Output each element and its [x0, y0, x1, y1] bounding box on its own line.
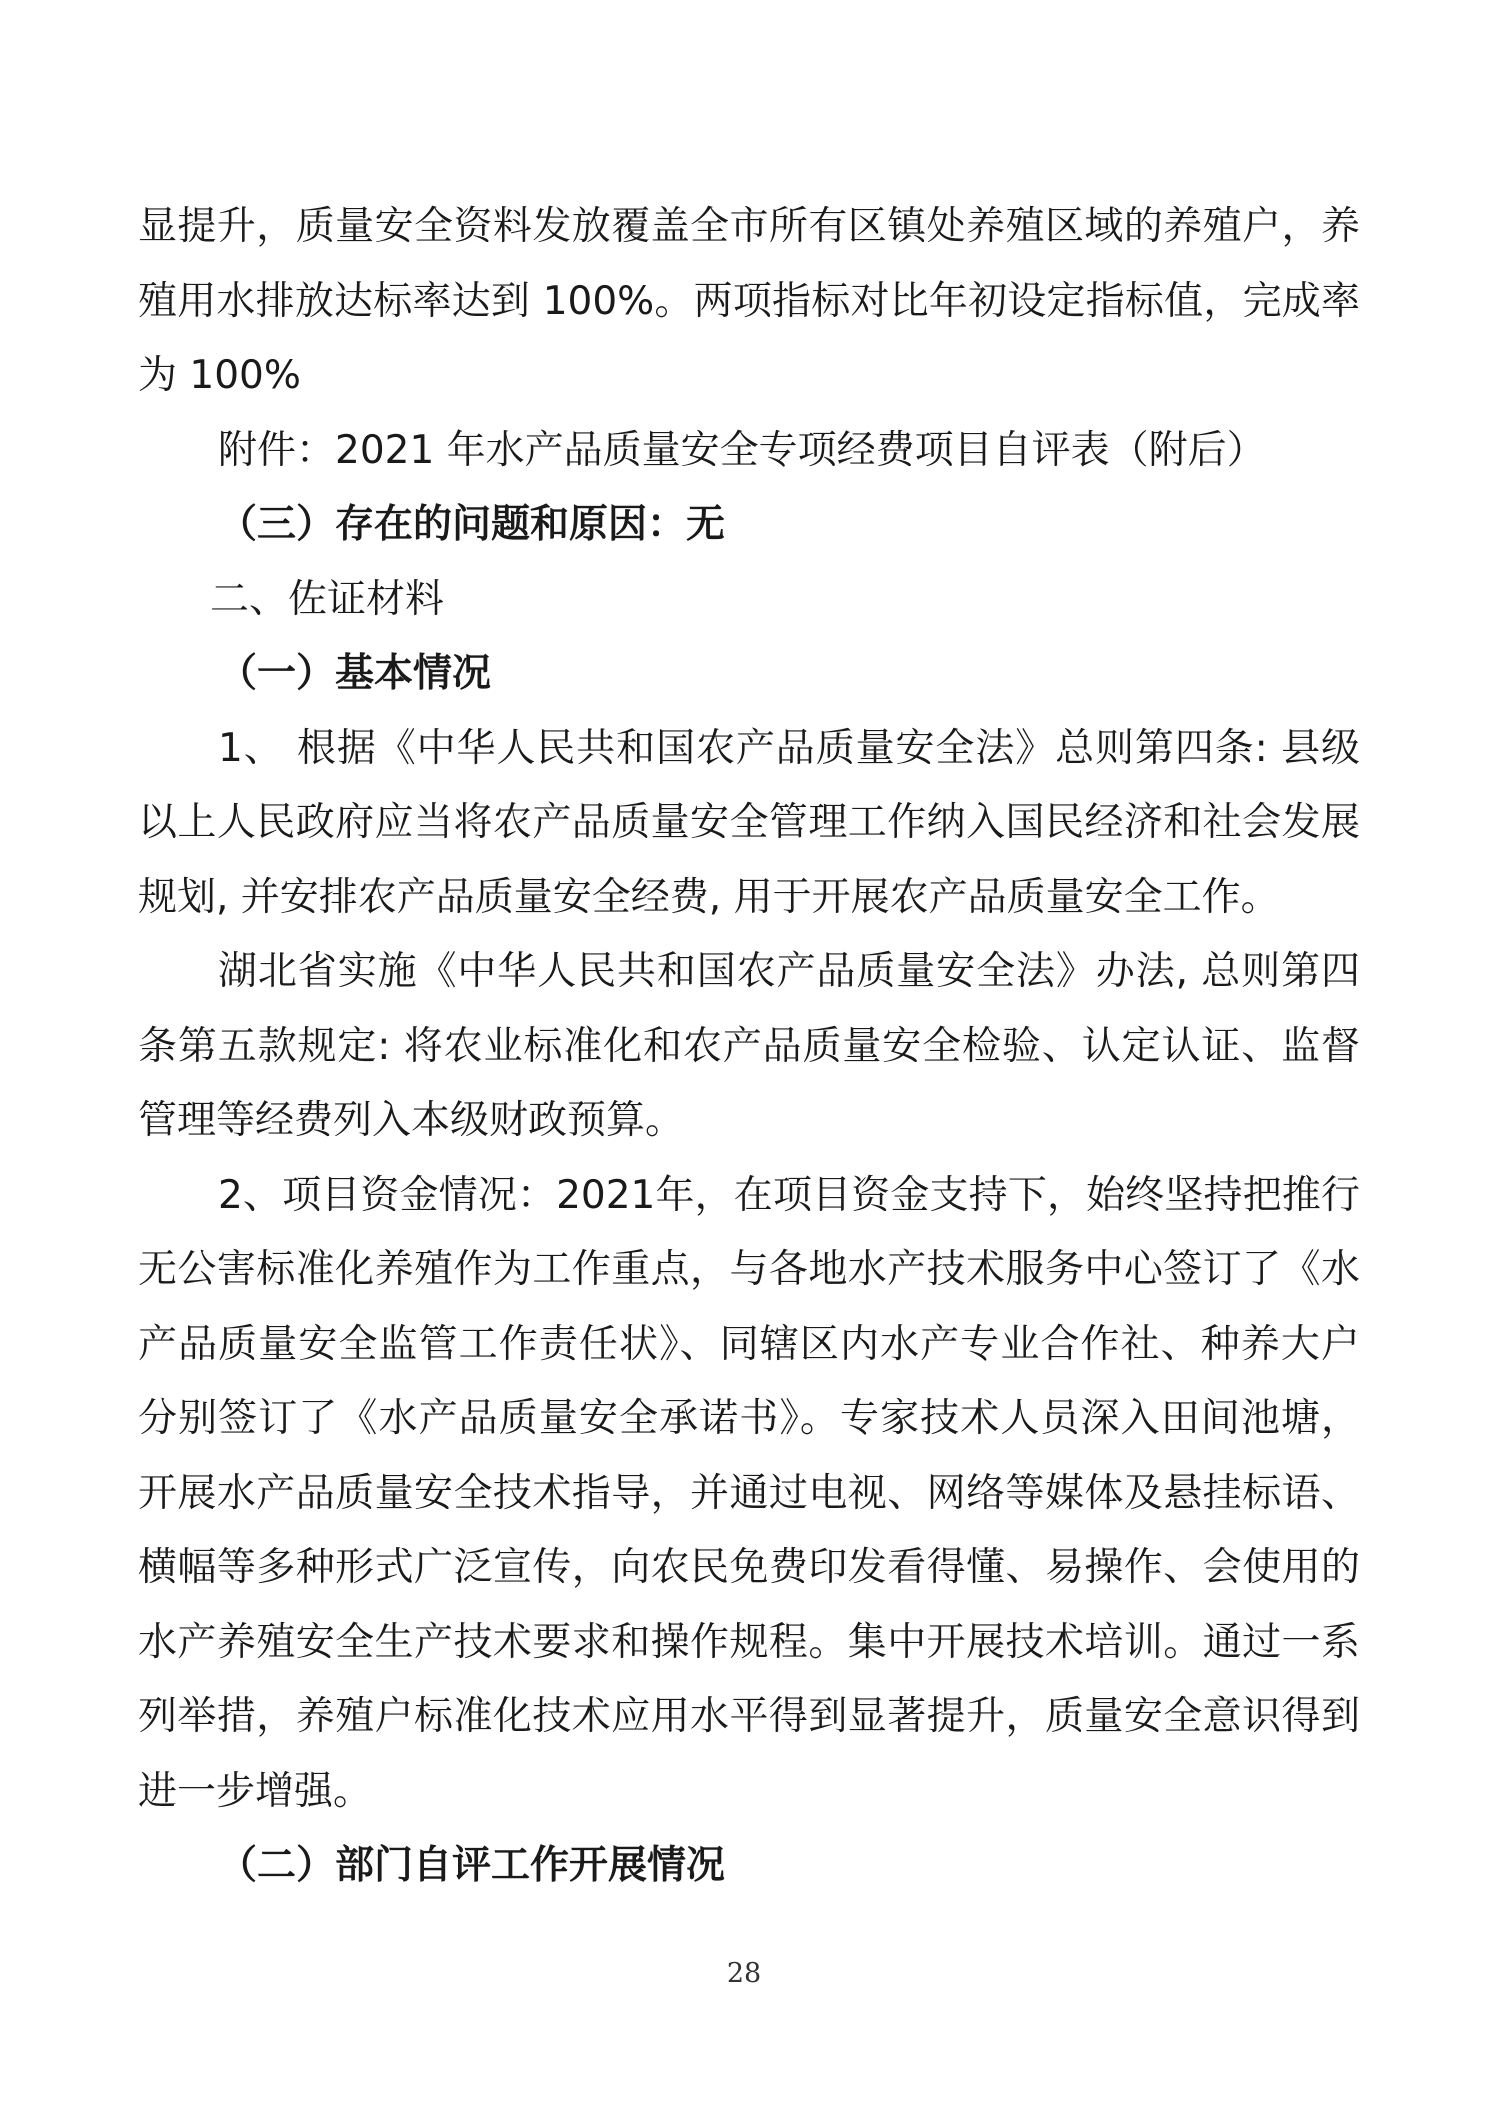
paragraph-project-funds: 2、项目资金情况：2021年，在项目资金支持下，始终坚持把推行无公害标准化养殖作为工作重点，与各地水产技术服务中心签订了《水产品质量安全监管工作责任状》、同辖区内水产专业合作社、种养大户分别签订了《水产品质量安全承诺书》。专家技术人员深入田间池塘，开展水产品质量安全技术指导，并通过电视、网络等媒体及悬挂标语、横幅等多种形式广泛宣传，向农民免费印发看得懂、易操作、会使用的水产养殖安全生产技术要求和操作规程。集中开展技术培训。通过一系列举措，养殖户标准化技术应用水平得到显著提升，质量安全意识得到进一步增强。 — [138, 1172, 1360, 1814]
paragraph-law-article: 1、 根据《中华人民共和国农产品质量安全法》总则第四条: 县级以上人民政府应当将农产品质量安全管理工作纳入国民经济和社会发展规划, 并安排农产品质量安全经费, 用于开展农产品质量安全工作。 — [138, 725, 1360, 920]
document-body — [138, 190, 1360, 1904]
section-heading-self-evaluation: （二）部门自评工作开展情况 — [218, 1843, 726, 1888]
page-number: 28 — [726, 1958, 762, 1989]
paragraph-hubei-regulation: 湖北省实施《中华人民共和国农产品质量安全法》办法, 总则第四条第五款规定: 将农业标准化和农产品质量安全检验、认定认证、监督管理等经费列入本级财政预算。 — [138, 949, 1360, 1143]
paragraph-continuation: 显提升，质量安全资料发放覆盖全市所有区镇处养殖区域的养殖户，养殖用水排放达标率达到 100%。两项指标对比年初设定指标值，完成率为 100% — [138, 204, 1360, 398]
section-heading-evidence: 二、佐证材料 — [210, 576, 445, 622]
attachment-note: 附件：2021 年水产品质量安全专项经费项目自评表（附后） — [218, 427, 1266, 473]
section-heading-problems: （三）存在的问题和原因：无 — [218, 502, 726, 547]
section-heading-basic-info: （一）基本情况 — [218, 651, 492, 696]
